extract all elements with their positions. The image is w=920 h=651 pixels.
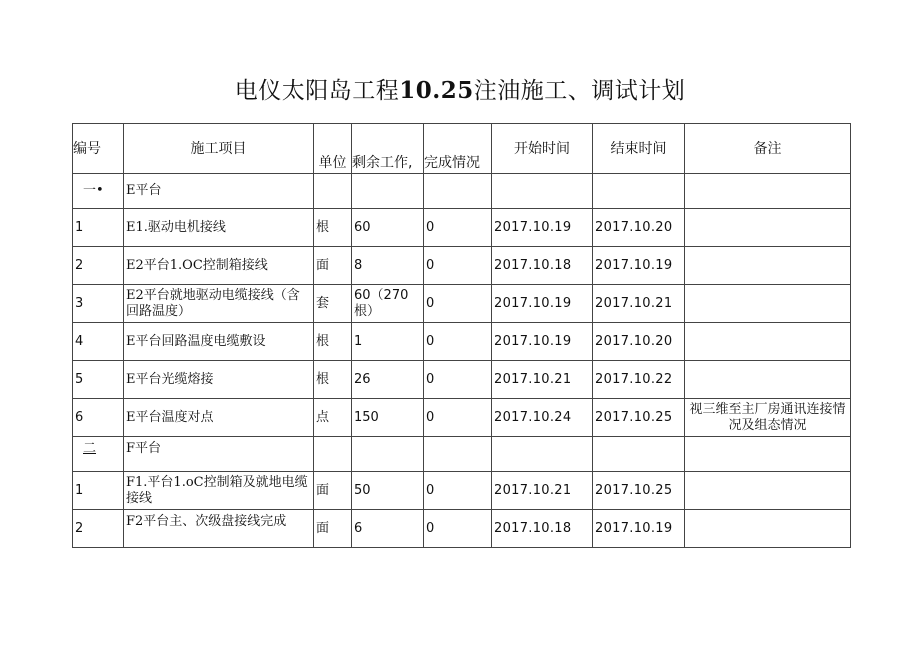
section-no: 一• bbox=[73, 174, 124, 209]
row-unit: 套 bbox=[314, 285, 352, 323]
section-no: 二 bbox=[73, 437, 124, 472]
table-row bbox=[73, 285, 851, 323]
row-remaining: 50 bbox=[352, 472, 424, 510]
row-start: 2017.10.21 bbox=[492, 472, 593, 510]
row-start: 2017.10.19 bbox=[492, 285, 593, 323]
table-row bbox=[73, 510, 851, 548]
row-status: 0 bbox=[424, 399, 492, 437]
row-remark bbox=[685, 472, 851, 510]
row-remark bbox=[685, 285, 851, 323]
row-remark bbox=[685, 247, 851, 285]
row-remaining: 8 bbox=[352, 247, 424, 285]
row-no: 2 bbox=[73, 510, 124, 548]
title-suffix: 注油施工、调试计划 bbox=[473, 78, 686, 104]
row-status: 0 bbox=[424, 209, 492, 247]
table-row bbox=[73, 209, 851, 247]
title-number: 10.25 bbox=[399, 77, 474, 104]
row-unit: 根 bbox=[314, 323, 352, 361]
row-item: E2平台1.OC控制箱接线 bbox=[124, 247, 314, 285]
header-unit: 单位 bbox=[314, 124, 352, 174]
title-prefix: 电仪太阳岛工程 bbox=[234, 78, 400, 104]
row-remaining: 6 bbox=[352, 510, 424, 548]
table-row bbox=[73, 361, 851, 399]
row-remark bbox=[685, 209, 851, 247]
page-title bbox=[0, 72, 920, 105]
row-status: 0 bbox=[424, 285, 492, 323]
row-end: 2017.10.22 bbox=[593, 361, 685, 399]
row-start: 2017.10.18 bbox=[492, 247, 593, 285]
row-unit: 面 bbox=[314, 247, 352, 285]
section-name: E平台 bbox=[124, 174, 314, 209]
row-status: 0 bbox=[424, 361, 492, 399]
table-row bbox=[73, 399, 851, 437]
row-start: 2017.10.19 bbox=[492, 209, 593, 247]
row-remaining: 60 bbox=[352, 209, 424, 247]
row-end: 2017.10.19 bbox=[593, 247, 685, 285]
row-remaining: 1 bbox=[352, 323, 424, 361]
row-item: E平台温度对点 bbox=[124, 399, 314, 437]
row-no: 3 bbox=[73, 285, 124, 323]
table-row bbox=[73, 247, 851, 285]
row-item: E平台光缆熔接 bbox=[124, 361, 314, 399]
section-name: F平台 bbox=[124, 437, 314, 472]
row-remark: 视三维至主厂房通讯连接情况及组态情况 bbox=[685, 399, 851, 437]
row-unit: 根 bbox=[314, 209, 352, 247]
row-item: E1.驱动电机接线 bbox=[124, 209, 314, 247]
row-start: 2017.10.24 bbox=[492, 399, 593, 437]
row-end: 2017.10.20 bbox=[593, 209, 685, 247]
row-end: 2017.10.21 bbox=[593, 285, 685, 323]
header-remark: 备注 bbox=[685, 124, 851, 174]
row-end: 2017.10.25 bbox=[593, 472, 685, 510]
row-remaining: 26 bbox=[352, 361, 424, 399]
section-row-e bbox=[73, 174, 851, 209]
row-remark bbox=[685, 361, 851, 399]
header-end: 结束时间 bbox=[593, 124, 685, 174]
row-no: 1 bbox=[73, 209, 124, 247]
row-status: 0 bbox=[424, 472, 492, 510]
header-item: 施工项目 bbox=[124, 124, 314, 174]
row-end: 2017.10.20 bbox=[593, 323, 685, 361]
row-remark bbox=[685, 510, 851, 548]
schedule-table bbox=[72, 123, 851, 548]
row-no: 4 bbox=[73, 323, 124, 361]
row-unit: 面 bbox=[314, 510, 352, 548]
row-remaining: 150 bbox=[352, 399, 424, 437]
row-status: 0 bbox=[424, 247, 492, 285]
row-remaining: 60（270根） bbox=[352, 285, 424, 323]
row-item: E平台回路温度电缆敷设 bbox=[124, 323, 314, 361]
row-start: 2017.10.18 bbox=[492, 510, 593, 548]
row-status: 0 bbox=[424, 323, 492, 361]
row-end: 2017.10.25 bbox=[593, 399, 685, 437]
row-end: 2017.10.19 bbox=[593, 510, 685, 548]
row-no: 1 bbox=[73, 472, 124, 510]
row-status: 0 bbox=[424, 510, 492, 548]
row-no: 5 bbox=[73, 361, 124, 399]
table-row bbox=[73, 323, 851, 361]
row-remark bbox=[685, 323, 851, 361]
row-item: F2平台主、次级盘接线完成 bbox=[124, 510, 314, 548]
row-unit: 面 bbox=[314, 472, 352, 510]
header-row bbox=[73, 124, 851, 174]
header-status: 完成情况 bbox=[424, 124, 492, 174]
row-unit: 根 bbox=[314, 361, 352, 399]
row-no: 2 bbox=[73, 247, 124, 285]
table-row bbox=[73, 472, 851, 510]
header-remaining: 剩余工作, bbox=[352, 124, 424, 174]
header-no: 编号 bbox=[73, 124, 124, 174]
row-item: F1.平台1.oC控制箱及就地电缆接线 bbox=[124, 472, 314, 510]
header-start: 开始时间 bbox=[492, 124, 593, 174]
row-unit: 点 bbox=[314, 399, 352, 437]
row-no: 6 bbox=[73, 399, 124, 437]
row-item: E2平台就地驱动电缆接线（含回路温度） bbox=[124, 285, 314, 323]
section-row-f bbox=[73, 437, 851, 472]
row-start: 2017.10.21 bbox=[492, 361, 593, 399]
row-start: 2017.10.19 bbox=[492, 323, 593, 361]
